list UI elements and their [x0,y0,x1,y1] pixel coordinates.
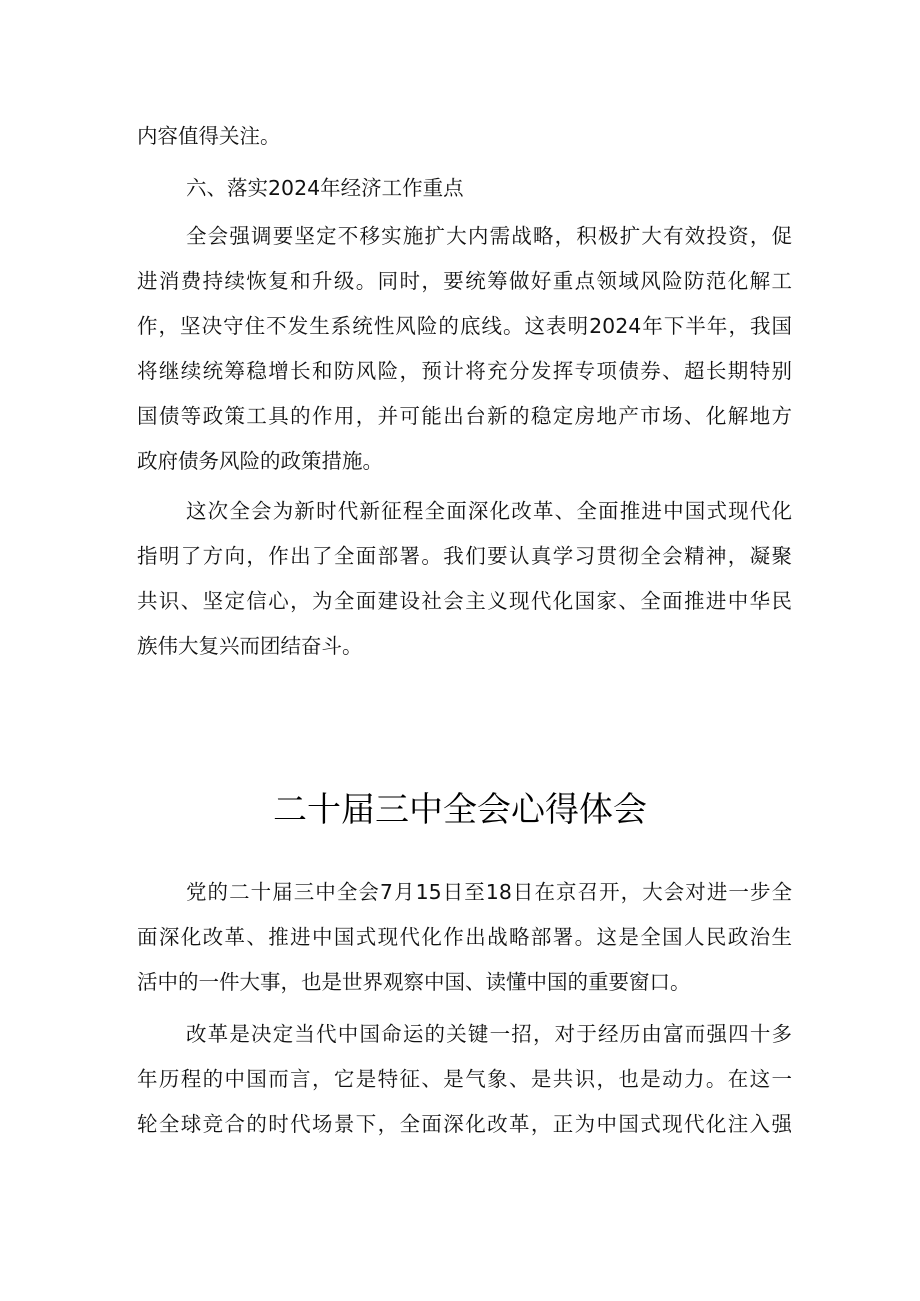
paragraph-line: 面深化改革、推进中国式现代化作出战略部署。这是全国人民政治生 [137,925,792,949]
paragraph-line: 全会强调要坚定不移实施扩大内需战略，积极扩大有效投资，促 [186,224,792,248]
paragraph-line: 轮全球竞合的时代场景下，全面深化改革，正为中国式现代化注入强 [137,1112,792,1136]
paragraph-line: 作，坚决守住不发生系统性风险的底线。这表明2024年下半年，我国 [137,314,792,338]
paragraph-line: 改革是决定当代中国命运的关键一招，对于经历由富而强四十多 [186,1022,792,1046]
paragraph-line: 指明了方向，作出了全面部署。我们要认真学习贯彻全会精神，凝聚 [137,544,792,568]
paragraph-line: 国债等政策工具的作用，并可能出台新的稳定房地产市场、化解地方 [137,404,792,428]
paragraph-line: 进消费持续恢复和升级。同时，要统筹做好重点领域风险防范化解工 [137,269,792,293]
paragraph-line: 活中的一件大事，也是世界观察中国、读懂中国的重要窗口。 [137,970,691,994]
article-title: 二十届三中全会心得体会 [273,790,647,830]
paragraph-line: 政府债务风险的政策措施。 [137,449,383,473]
carry-over-line: 内容值得关注。 [137,124,281,148]
paragraph-line: 共识、坚定信心，为全面建设社会主义现代化国家、全面推进中华民 [137,589,792,613]
paragraph-line: 族伟大复兴而团结奋斗。 [137,634,363,658]
paragraph-line: 年历程的中国而言，它是特征、是气象、是共识，也是动力。在这一 [137,1067,792,1091]
paragraph-line: 将继续统筹稳增长和防风险，预计将充分发挥专项债券、超长期特别 [137,359,792,383]
paragraph-line: 党的二十届三中全会7月15日至18日在京召开，大会对进一步全 [186,880,792,904]
section-heading: 六、落实2024年经济工作重点 [186,176,464,200]
paragraph-line: 这次全会为新时代新征程全面深化改革、全面推进中国式现代化 [186,499,792,523]
